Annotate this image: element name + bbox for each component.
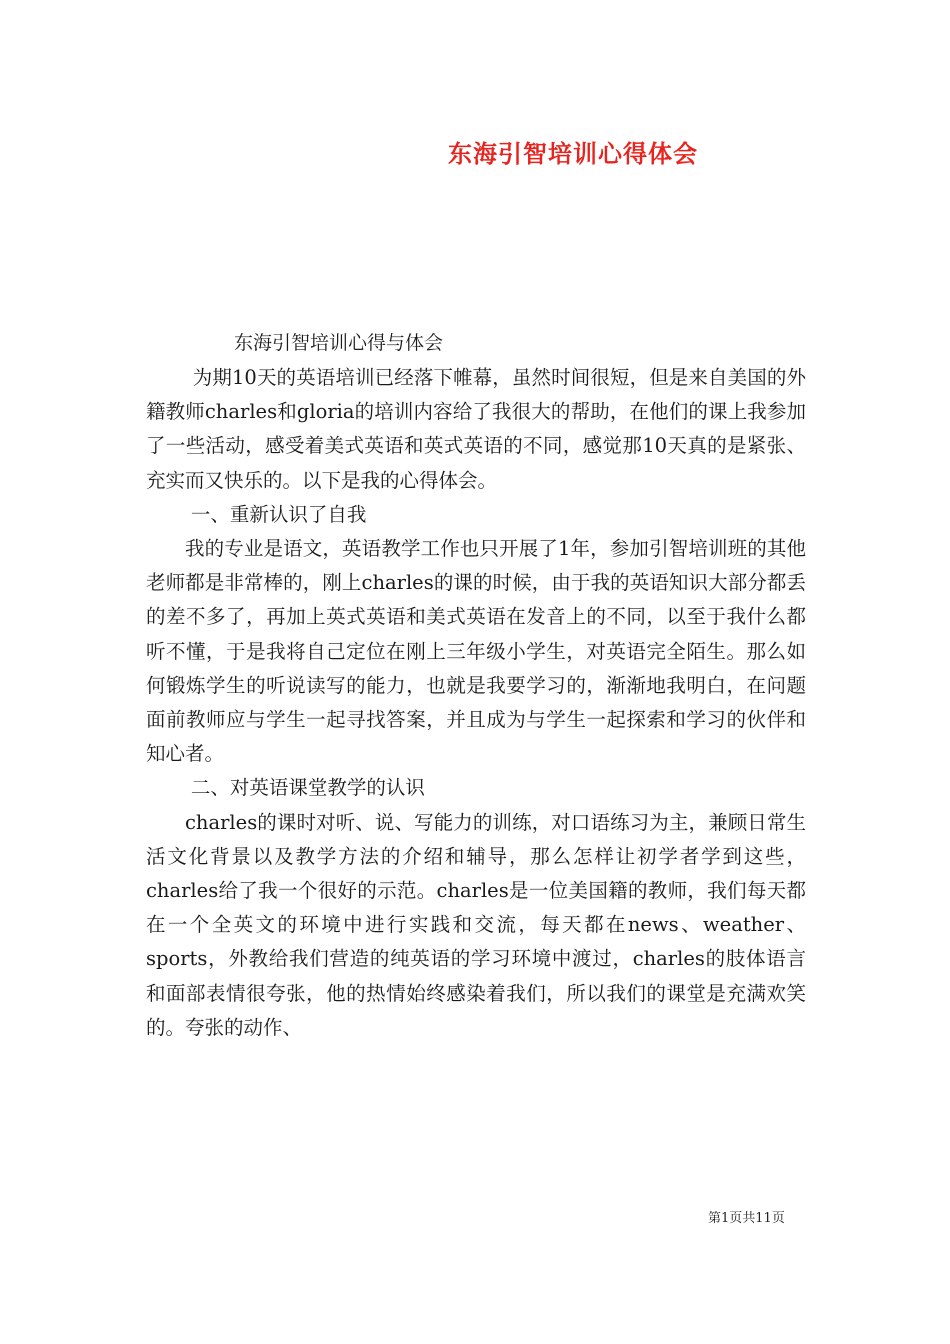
document-title: 东海引智培训心得体会 bbox=[448, 139, 698, 168]
paragraph-section-1: 我的专业是语文，英语教学工作也只开展了1年，参加引智培训班的其他老师都是非常棒的，刚上charles的课的时候，由于我的英语知识大部分都丢的差不多了，再加上英式英语和美式英语在发音上的不同，以至于我什么都听不懂，于是我将自己定位在刚上三年级小学生，对英语完全陌生。那么如何锻炼学生的听说读写的能力，也就是我要学习的，渐渐地我明白，在问题面前教师应与学生一起寻找答案，并且成为与学生一起探索和学习的伙伴和知心者。 bbox=[146, 537, 806, 766]
paragraph-section-2: charles的课时对听、说、写能力的训练，对口语练习为主，兼顾日常生活文化背景以及教学方法的介绍和辅导，那么怎样让初学者学到这些，charles给了我一个很好的示范。charles是一位美国籍的教师，我们每天都在一个全英文的环境中进行实践和交流，每天都在news、weather、sports，外教给我们营造的纯英语的学习环境中渡过，charles的肢体语言和面部表情很夸张，他的热情始终感染着我们，所以我们的课堂是充满欢笑的。夸张的动作、 bbox=[146, 810, 806, 1039]
document-subtitle: 东海引智培训心得与体会 bbox=[234, 332, 444, 354]
document-body bbox=[146, 361, 806, 1045]
section-heading-2: 二、对英语课堂教学的认识 bbox=[190, 776, 425, 800]
paragraph-intro: 为期10天的英语培训已经落下帷幕，虽然时间很短，但是来自美国的外籍教师charles和gloria的培训内容给了我很大的帮助，在他们的课上我参加了一些活动，感受着美式英语和英式英语的不同，感觉那10天真的是紧张、充实而又快乐的。以下是我的心得体会。 bbox=[146, 366, 806, 492]
page-number-footer: 第1页共11页 bbox=[708, 1211, 785, 1226]
section-heading-1: 一、重新认识了自我 bbox=[190, 502, 367, 526]
